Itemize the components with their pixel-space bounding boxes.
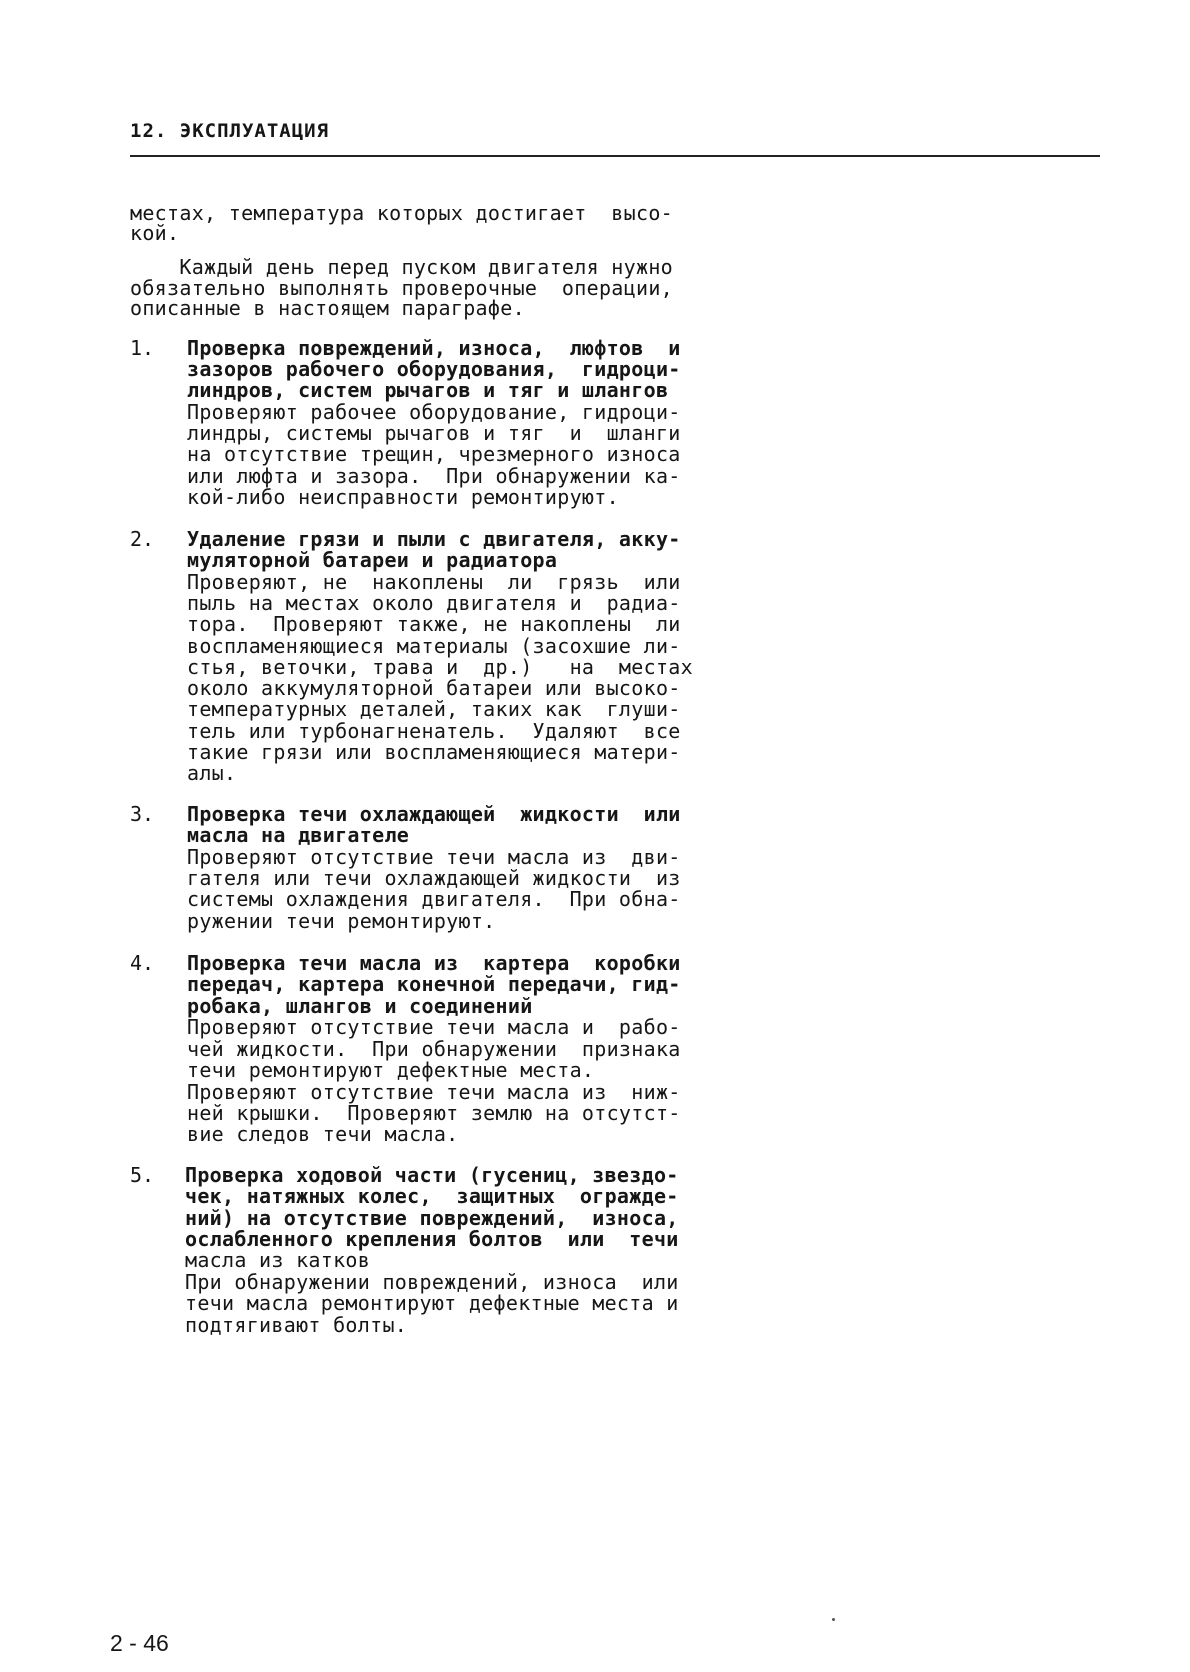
item-title-line: ослабленного крепления болтов или течи bbox=[185, 1227, 679, 1251]
intro-line: кой. bbox=[130, 221, 180, 245]
item-title-line: линдров, систем рычагов и тяг и шлангов bbox=[187, 378, 669, 402]
item-title-line: Проверка ходовой части (гусениц, звездо- bbox=[185, 1163, 679, 1187]
item-title-line: передач, картера конечной передачи, гид- bbox=[187, 972, 681, 996]
item-body-line: Проверяют отсутствие течи масла из дви- bbox=[187, 845, 681, 869]
item-body-line: такие грязи или воспламеняющиеся матери- bbox=[187, 740, 681, 764]
item-body-line: гателя или течи охлаждающей жидкости из bbox=[187, 866, 681, 890]
item-body-line: воспламеняющиеся материалы (засохшие ли- bbox=[187, 634, 681, 658]
item-title-line: зазоров рабочего оборудования, гидроци- bbox=[187, 357, 681, 381]
item-body-line: Проверяют отсутствие течи масла и рабо- bbox=[187, 1015, 681, 1039]
item-title-line: Проверка течи охлаждающей жидкости или bbox=[187, 802, 681, 826]
item-body-line: тель или турбонагненатель. Удаляют все bbox=[187, 719, 681, 743]
item-number: 5. bbox=[130, 1163, 155, 1187]
scan-speck bbox=[832, 1618, 835, 1621]
item-body-line: Проверяют отсутствие течи масла из ниж- bbox=[187, 1080, 681, 1104]
item-number: 4. bbox=[130, 951, 155, 975]
item-title-line: Удаление грязи и пыли с двигателя, акку- bbox=[187, 527, 681, 551]
item-body-line: При обнаружении повреждений, износа или bbox=[185, 1270, 679, 1294]
item-number: 3. bbox=[130, 802, 155, 826]
item-title-line: масла из катков bbox=[185, 1248, 371, 1272]
item-title-line: масла на двигателе bbox=[187, 823, 410, 847]
header-rule bbox=[130, 155, 1100, 157]
item-body-line: на отсутствие трещин, чрезмерного износа bbox=[187, 442, 681, 466]
item-body-line: течи ремонтируют дефектные места. bbox=[187, 1058, 595, 1082]
item-body-line: стья, веточки, трава и др.) на местах bbox=[187, 655, 693, 679]
item-body-line: линдры, системы рычагов и тяг и шланги bbox=[187, 421, 681, 445]
item-title-line: Проверка течи масла из картера коробки bbox=[187, 951, 681, 975]
item-body-line: чей жидкости. При обнаружении признака bbox=[187, 1037, 681, 1061]
item-body-line: пыль на местах около двигателя и радиа- bbox=[187, 591, 681, 615]
item-body-line: температурных деталей, таких как глуши- bbox=[187, 697, 681, 721]
intro-line: местах, температура которых достигает высо- bbox=[130, 201, 674, 225]
item-title-line: муляторной батареи и радиатора bbox=[187, 548, 558, 572]
item-body-line: около аккумуляторной батареи или высоко- bbox=[187, 676, 681, 700]
item-title-line: чек, натяжных колес, защитных огражде- bbox=[185, 1184, 679, 1208]
item-body-line: Проверяют, не накоплены ли грязь или bbox=[187, 570, 681, 594]
item-body-line: ружении течи ремонтируют. bbox=[187, 909, 496, 933]
intro-line: Каждый день перед пуском двигателя нужно bbox=[130, 255, 674, 279]
item-body-line: Проверяют рабочее оборудование, гидроци- bbox=[187, 400, 681, 424]
item-body-line: или люфта и зазора. При обнаружении ка- bbox=[187, 464, 681, 488]
page-number: 2 - 46 bbox=[110, 1630, 169, 1656]
item-number: 2. bbox=[130, 527, 155, 551]
item-body-line: ней крышки. Проверяют землю на отсутст- bbox=[187, 1101, 681, 1125]
item-title-line: робака, шлангов и соединений bbox=[187, 994, 533, 1018]
section-header: 12. ЭКСПЛУАТАЦИЯ bbox=[130, 120, 330, 142]
item-title-line: ний) на отсутствие повреждений, износа, bbox=[185, 1206, 679, 1230]
intro-line: обязательно выполнять проверочные операции, bbox=[130, 276, 674, 300]
item-body-line: вие следов течи масла. bbox=[187, 1122, 459, 1146]
item-body-line: системы охлаждения двигателя. При обна- bbox=[187, 887, 681, 911]
item-body-line: кой-либо неисправности ремонтируют. bbox=[187, 485, 619, 509]
item-body-line: течи масла ремонтируют дефектные места и bbox=[185, 1291, 679, 1315]
item-body-line: тора. Проверяют также, не накоплены ли bbox=[187, 612, 681, 636]
item-body-line: подтягивают болты. bbox=[185, 1313, 408, 1337]
item-body-line: алы. bbox=[187, 761, 237, 785]
intro-line: описанные в настоящем параграфе. bbox=[130, 296, 525, 320]
item-number: 1. bbox=[130, 336, 155, 360]
item-title-line: Проверка повреждений, износа, люфтов и bbox=[187, 336, 681, 360]
